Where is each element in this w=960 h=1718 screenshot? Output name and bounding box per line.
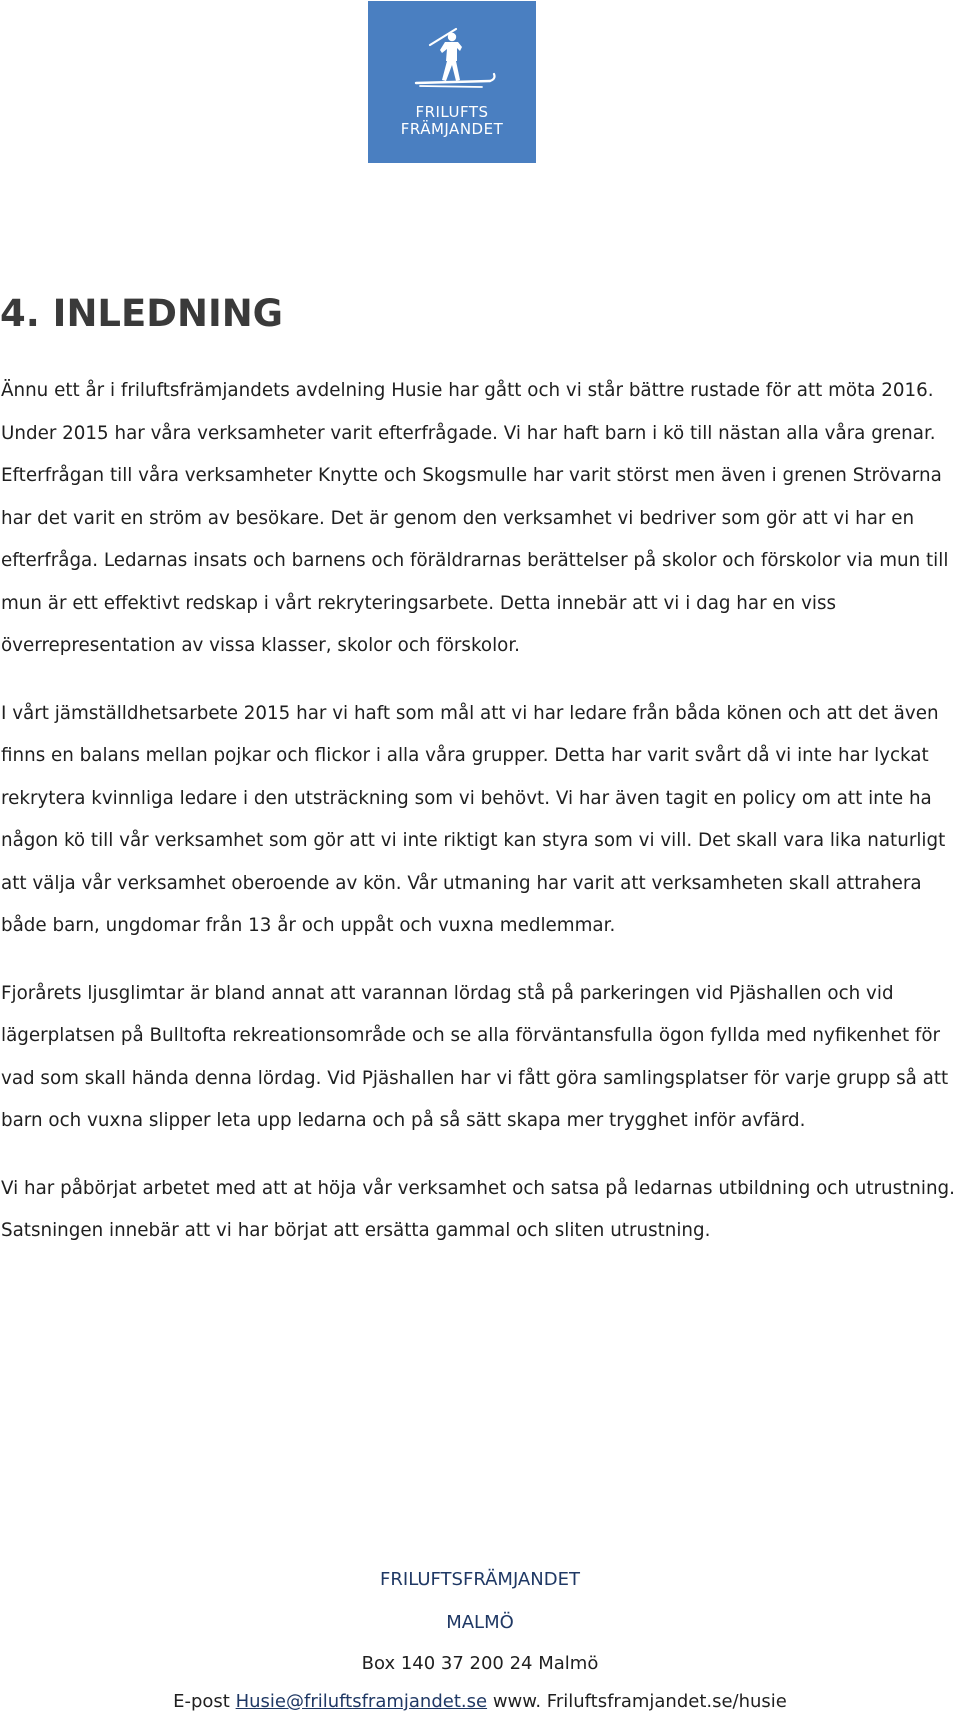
email-label: E-post [173,1691,230,1712]
paragraph-intro: Ännu ett år i friluftsfrämjandets avdelning Husie har gått och vi står bättre rustade för att möta 2016. Under 2015 har våra verksamheter varit efterfrågade. Vi har haft barn i kö till nästan alla våra grenar. Efterfrågan till våra verksamheter Knytte och Skogsmulle har varit störst men även i grenen Strövarna har det varit en ström av besökare. Det är genom den verksamhet vi bedriver som gör att vi har en efterfråga. Ledarnas insats och barnens och föräldrarnas berättelser på skolor och förskolor via mun till mun är ett effektivt redskap i vårt rekryteringsarbete. Detta innebär att vi i dag har en viss överrepresentation av vissa klasser, skolor och förskolor. [1,380,949,656]
skier-icon [412,25,496,97]
paragraph-equality: I vårt jämställdhetsarbete 2015 har vi haft som mål att vi har ledare från båda könen och att det även finns en balans mellan pojkar och flickor i alla våra grupper. Detta har varit svårt då vi inte har lyckat rekrytera kvinnliga ledare i den utsträckning som vi behövt. Vi har även tagit en policy om att inte ha någon kö till vår verksamhet som gör att vi inte riktigt kan styra som vi vill. Det skall vara lika naturligt att välja vår verksamhet oberoende av kön. Vår utmaning har varit att verksamheten skall attrahera både barn, ungdomar från 13 år och uppåt och vuxna medlemmar. [1,702,946,936]
email-link[interactable]: Husie@friluftsframjandet.se [235,1691,488,1712]
logo-text-line1: FRILUFTS [415,103,489,121]
section-heading: 4. INLEDNING [0,292,284,335]
footer-address: Box 140 37 200 24 Malmö [361,1653,599,1674]
footer-contact [0,1691,960,1713]
paragraph-investment: Vi har påbörjat arbetet med att at höja vår verksamhet och satsa på ledarnas utbildning och utrustning. Satsningen innebär att vi har börjat att ersätta gammal och sliten utrustning. [1,1177,955,1241]
footer-org-name: FRILUFTSFRÄMJANDET [380,1569,580,1590]
friluftsframjandet-logo [368,1,536,163]
paragraph-highlights: Fjorårets ljusglimtar är bland annat att varannan lördag stå på parkeringen vid Pjäshallen och vid lägerplatsen på Bulltofta rekreationsområde och se alla förväntansfulla ögon fyllda med nyfikenhet för vad som skall hända denna lördag. Vid Pjäshallen har vi fått göra samlingsplatser för varje grupp så att barn och vuxna slipper leta upp ledarna och på så sätt skapa mer trygghet inför avfärd. [1,982,949,1131]
footer-city: MALMÖ [446,1612,514,1633]
logo-text-line2: FRÄMJANDET [400,120,504,138]
website-text: www. Friluftsframjandet.se/husie [492,1691,787,1712]
body-text [1,370,956,1278]
